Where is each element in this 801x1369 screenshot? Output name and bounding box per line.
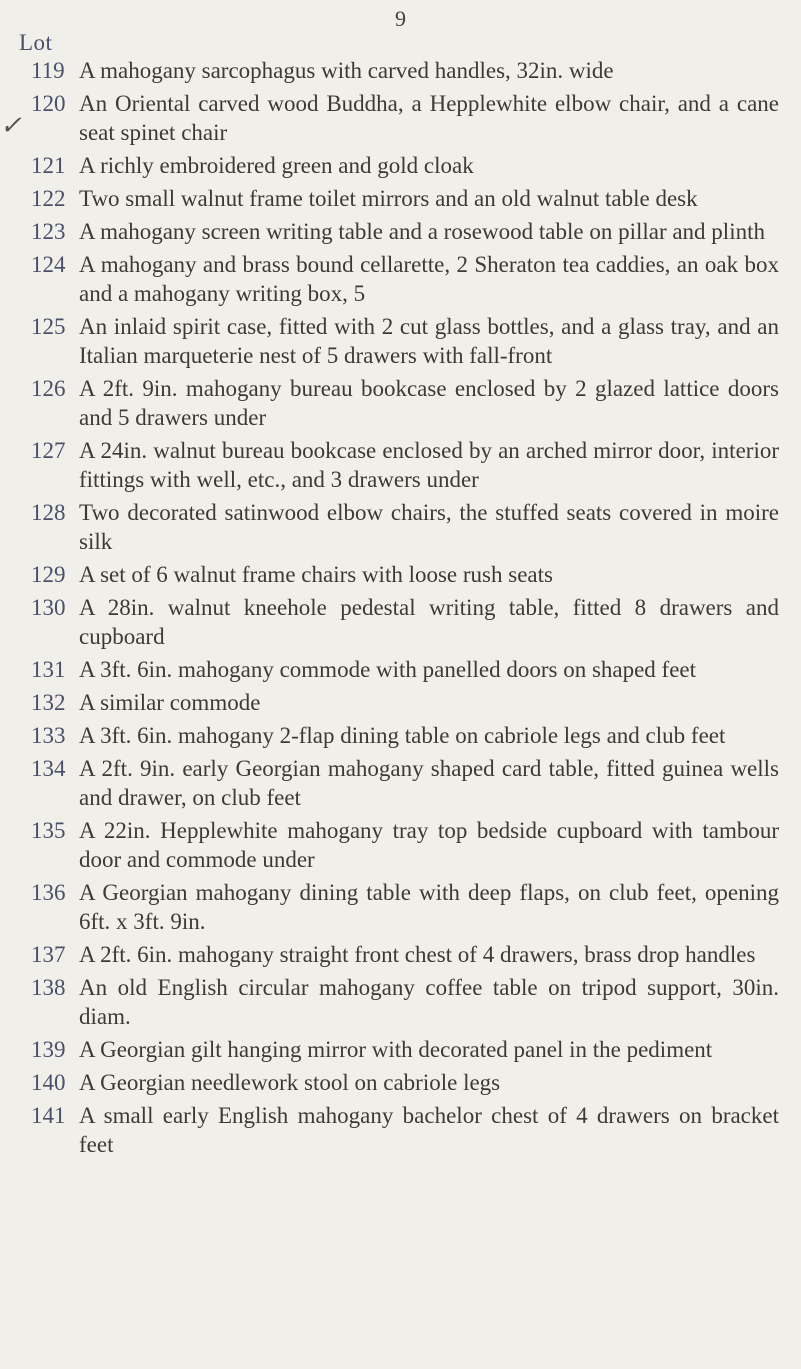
lot-item — [0, 1068, 801, 1097]
page-number: 9 — [395, 6, 406, 31]
lot-description: An Oriental carved wood Buddha, a Hepplewhite elbow chair, and a cane seat spinet chair — [79, 91, 779, 145]
lot-item — [0, 151, 801, 180]
lot-description: Two decorated satinwood elbow chairs, the stuffed seats covered in moire silk — [79, 500, 779, 554]
lot-number: 139 — [31, 1037, 66, 1062]
lot-number: 135 — [31, 818, 66, 843]
lot-item — [0, 940, 801, 969]
lot-item — [0, 1035, 801, 1064]
lot-number: 125 — [31, 314, 66, 339]
lot-description: A 3ft. 6in. mahogany commode with panelled doors on shaped feet — [79, 657, 697, 682]
lot-number: 133 — [31, 723, 66, 748]
lot-number: 132 — [31, 690, 66, 715]
lot-number: 134 — [31, 756, 66, 781]
lot-number: 119 — [31, 58, 65, 83]
lot-item — [0, 593, 801, 651]
lot-item — [0, 1101, 801, 1159]
lot-description: A Georgian mahogany dining table with deep flaps, on club feet, opening 6ft. x 3ft. 9in. — [79, 880, 779, 934]
lot-description: A small early English mahogany bachelor chest of 4 drawers on bracket feet — [79, 1103, 779, 1157]
lot-description: An inlaid spirit case, fitted with 2 cut glass bottles, and a glass tray, and an Italian marqueterie nest of 5 drawers with fall-front — [79, 314, 779, 368]
lot-number: 126 — [31, 376, 66, 401]
lot-number: 122 — [31, 186, 66, 211]
lot-number: 136 — [31, 880, 66, 905]
lot-description: A 22in. Hepplewhite mahogany tray top bedside cupboard with tambour door and commode under — [79, 818, 779, 872]
lot-item — [0, 436, 801, 494]
lot-description: A 24in. walnut bureau bookcase enclosed by an arched mirror door, interior fittings with well, etc., and 3 drawers under — [79, 438, 779, 492]
lot-number: 129 — [31, 562, 66, 587]
lot-description: A mahogany screen writing table and a rosewood table on pillar and plinth — [79, 219, 765, 244]
lot-number: 128 — [31, 500, 66, 525]
pencil-mark-left: ✓ — [0, 111, 22, 141]
lot-item — [0, 56, 801, 85]
lot-item — [0, 655, 801, 684]
lot-item — [0, 721, 801, 750]
lot-item — [0, 498, 801, 556]
lot-number: 137 — [31, 942, 66, 967]
lot-number: 141 — [31, 1103, 66, 1128]
lot-number: 138 — [31, 975, 66, 1000]
lot-description: A Georgian gilt hanging mirror with decorated panel in the pediment — [79, 1037, 713, 1062]
lot-item — [0, 250, 801, 308]
lot-number: 121 — [31, 153, 66, 178]
lot-description: A 3ft. 6in. mahogany 2-flap dining table on cabriole legs and club feet — [79, 723, 726, 748]
lot-number: 140 — [31, 1070, 66, 1095]
lot-column-header: Lot — [19, 30, 53, 55]
lot-description: A richly embroidered green and gold cloak — [79, 153, 474, 178]
lot-item — [0, 89, 801, 147]
lot-description: A mahogany and brass bound cellarette, 2 Sheraton tea caddies, an oak box and a mahogany writing box, 5 — [79, 252, 779, 306]
lot-number: 130 — [31, 595, 66, 620]
lot-description: A Georgian needlework stool on cabriole legs — [79, 1070, 501, 1095]
lot-item — [0, 374, 801, 432]
lot-item — [0, 816, 801, 874]
lot-number: 120 — [31, 91, 66, 116]
lot-description: A 2ft. 6in. mahogany straight front chest of 4 drawers, brass drop handles — [79, 942, 756, 967]
lot-number: 127 — [31, 438, 66, 463]
lot-item — [0, 184, 801, 213]
lot-item — [0, 217, 801, 246]
lot-item — [0, 754, 801, 812]
lot-item — [0, 560, 801, 589]
lot-number: 124 — [31, 252, 66, 277]
lot-list — [0, 56, 801, 1163]
lot-description: A similar commode — [79, 690, 261, 715]
lot-description: A 2ft. 9in. early Georgian mahogany shaped card table, fitted guinea wells and drawer, on club feet — [79, 756, 779, 810]
lot-description: A 2ft. 9in. mahogany bureau bookcase enclosed by 2 glazed lattice doors and 5 drawers under — [79, 376, 779, 430]
lot-item — [0, 878, 801, 936]
lot-description: A set of 6 walnut frame chairs with loose rush seats — [79, 562, 553, 587]
lot-number: 123 — [31, 219, 66, 244]
lot-description: A 28in. walnut kneehole pedestal writing table, fitted 8 drawers and cupboard — [79, 595, 779, 649]
lot-description: An old English circular mahogany coffee table on tripod support, 30in. diam. — [79, 975, 779, 1029]
lot-number: 131 — [31, 657, 66, 682]
lot-item — [0, 688, 801, 717]
lot-item — [0, 973, 801, 1031]
lot-item — [0, 312, 801, 370]
lot-description: A mahogany sarcophagus with carved handles, 32in. wide — [79, 58, 614, 83]
lot-description: Two small walnut frame toilet mirrors and an old walnut table desk — [79, 186, 698, 211]
